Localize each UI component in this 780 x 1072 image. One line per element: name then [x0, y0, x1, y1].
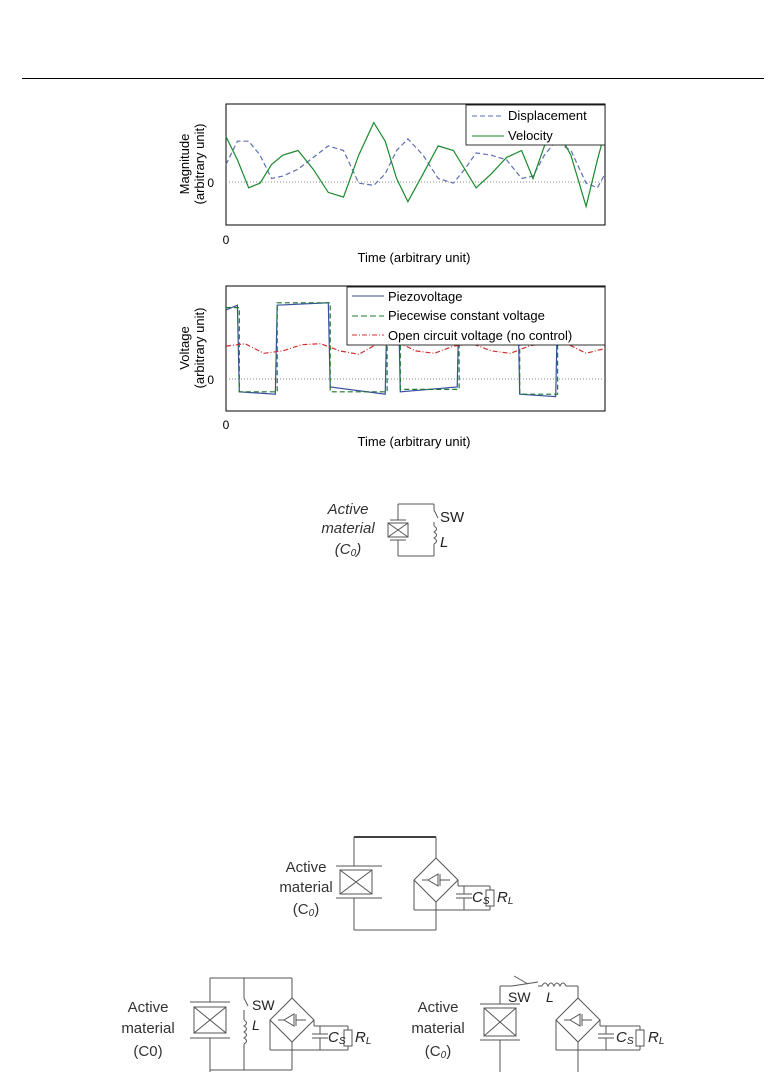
y-tick-label: 0: [207, 176, 214, 190]
cs-label: CS: [616, 1029, 634, 1047]
sw-label: SW: [508, 989, 531, 1005]
legend-label-displacement: Displacement: [508, 108, 587, 123]
circuit-standard: [258, 836, 538, 936]
c0-label: (C0): [424, 1043, 452, 1061]
c0-label: (C0): [292, 901, 320, 919]
legend-label-open-circuit: Open circuit voltage (no control): [388, 328, 573, 343]
chart-voltage: [170, 282, 620, 454]
active-label: Active: [127, 999, 169, 1016]
y-tick-label: 0: [207, 373, 214, 387]
y-axis-label-line1: Voltage: [177, 326, 192, 370]
legend-label-velocity: Velocity: [508, 128, 553, 143]
active-label: Active: [327, 501, 369, 518]
legend-label-piecewise: Piecewise constant voltage: [388, 308, 545, 323]
circuit-parallel-sshi: [118, 976, 382, 1072]
material-label: material: [411, 1020, 465, 1037]
circuit-wires: [388, 504, 438, 556]
inductor-label: L: [546, 989, 554, 1005]
material-label: material: [321, 520, 375, 537]
sw-label: SW: [252, 997, 275, 1013]
inductor-label: L: [252, 1017, 260, 1033]
rl-label: RL: [648, 1029, 665, 1047]
inductor-label: L: [440, 534, 449, 551]
y-axis-label-line2: (arbitrary unit): [192, 307, 207, 389]
rl-label: RL: [355, 1029, 372, 1047]
circuit-series-sshi: [408, 972, 674, 1072]
y-axis-label-line1: Magnitude: [177, 133, 192, 195]
c0-label: (C0): [334, 541, 362, 559]
chart-displacement-velocity: [170, 98, 620, 270]
cs-label: CS: [472, 889, 490, 907]
material-label: material: [121, 1020, 175, 1037]
x-tick-label: 0: [222, 233, 230, 247]
circuit-wires: [480, 976, 644, 1072]
rl-label: RL: [497, 889, 514, 907]
x-axis-label: Time (arbitrary unit): [357, 434, 471, 449]
active-label: Active: [285, 859, 327, 876]
legend-label-piezovoltage: Piezovoltage: [388, 289, 463, 304]
circuit-switch-inductor: [310, 496, 490, 568]
y-axis-label-line2: (arbitrary unit): [192, 123, 207, 205]
x-axis-label: Time (arbitrary unit): [357, 250, 471, 265]
circuit-wires: [190, 978, 352, 1072]
circuit-wires: [336, 837, 494, 930]
x-tick-label: 0: [222, 418, 230, 432]
c0-label: (C0): [133, 1043, 163, 1060]
material-label: material: [279, 879, 333, 896]
header-rule: [22, 78, 764, 79]
cs-label: CS: [328, 1029, 346, 1047]
sw-label: SW: [440, 509, 465, 526]
active-label: Active: [417, 999, 459, 1016]
